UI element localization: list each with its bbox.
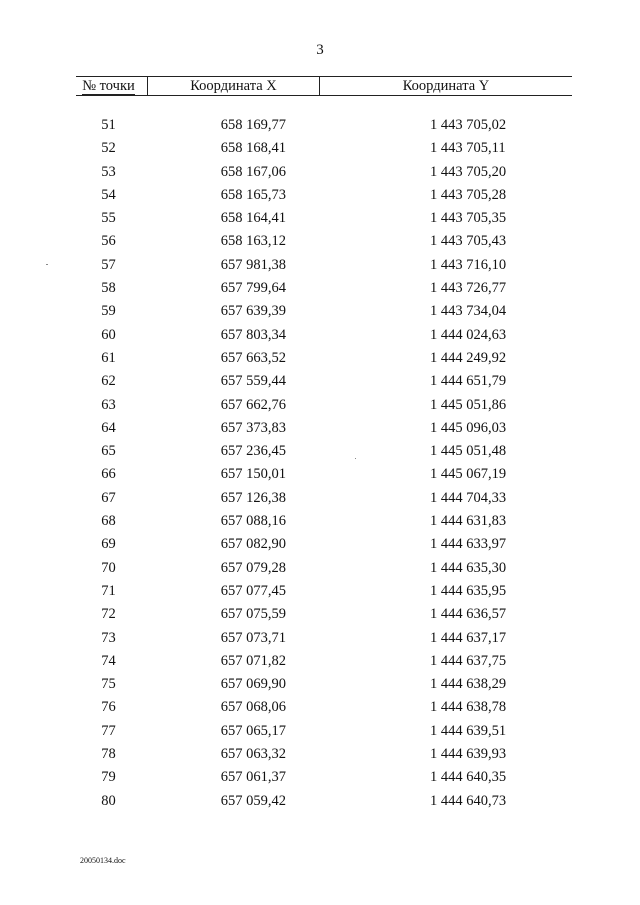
coordinate-y-cell: 1 444 633,97 xyxy=(430,536,507,553)
coordinate-y-cell: 1 444 640,73 xyxy=(430,792,507,809)
coordinate-x-cell: 657 069,90 xyxy=(220,676,286,693)
coordinate-y-cell: 1 445 067,19 xyxy=(430,466,507,483)
coordinate-x-cell: 657 150,01 xyxy=(220,466,286,483)
coordinate-x-cell: 657 639,39 xyxy=(220,303,286,320)
column-spacer xyxy=(286,696,430,719)
coordinate-x-cell: 657 059,42 xyxy=(220,792,286,809)
coordinate-x-cell: 657 088,16 xyxy=(220,513,286,530)
table-body xyxy=(76,114,572,813)
coordinate-y-cell: 1 443 705,02 xyxy=(430,117,507,133)
column-spacer xyxy=(286,184,430,207)
table-row xyxy=(76,300,572,323)
table-row xyxy=(76,743,572,766)
coordinate-x-cell: 657 071,82 xyxy=(220,652,286,669)
table-row xyxy=(76,603,572,626)
coordinate-y-cell: 1 444 024,63 xyxy=(430,326,507,343)
point-number-cell: 74 xyxy=(101,652,116,669)
column-spacer xyxy=(286,440,430,463)
coordinate-x-cell: 657 075,59 xyxy=(220,606,286,623)
coordinate-x-cell: 657 079,28 xyxy=(220,559,286,576)
coordinate-x-cell: 657 068,06 xyxy=(220,699,286,716)
coordinate-y-cell: 1 445 051,86 xyxy=(430,396,507,413)
table-row xyxy=(76,696,572,719)
coordinate-y-cell: 1 444 249,92 xyxy=(430,349,507,366)
column-spacer xyxy=(286,207,430,230)
coordinate-x-cell: 657 663,52 xyxy=(220,349,286,366)
point-number-cell: 80 xyxy=(101,792,116,809)
column-spacer xyxy=(286,766,430,789)
coordinate-x-cell: 657 803,34 xyxy=(220,326,286,343)
table-header xyxy=(76,76,572,96)
table-row xyxy=(76,254,572,277)
coordinate-x-cell: 657 559,44 xyxy=(220,373,286,390)
header-coordinate-y: Координата Y xyxy=(402,78,490,94)
column-spacer xyxy=(286,114,430,137)
column-spacer xyxy=(286,673,430,696)
point-number-cell: 69 xyxy=(101,536,116,553)
column-spacer xyxy=(286,230,430,253)
point-number-cell: 78 xyxy=(101,746,116,763)
column-spacer xyxy=(286,533,430,556)
column-spacer xyxy=(286,370,430,393)
coordinate-x-cell: 657 065,17 xyxy=(220,722,286,739)
column-spacer xyxy=(286,603,430,626)
point-number-cell: 55 xyxy=(101,210,116,227)
point-number-cell: 64 xyxy=(101,419,116,436)
table-row xyxy=(76,533,572,556)
point-number-cell: 60 xyxy=(101,326,116,343)
coordinate-x-cell: 657 063,32 xyxy=(220,746,286,763)
table-row xyxy=(76,230,572,253)
coordinate-y-cell: 1 443 705,11 xyxy=(430,140,506,157)
table-row xyxy=(76,790,572,813)
column-spacer xyxy=(286,627,430,650)
coordinate-y-cell: 1 444 704,33 xyxy=(430,489,507,506)
page-number: 3 xyxy=(316,42,324,58)
coordinate-y-cell: 1 444 639,93 xyxy=(430,746,507,763)
table-row xyxy=(76,324,572,347)
table-row xyxy=(76,650,572,673)
table-row xyxy=(76,557,572,580)
point-number-cell: 59 xyxy=(101,303,116,320)
point-number-cell: 67 xyxy=(101,489,116,506)
point-number-cell: 71 xyxy=(101,582,116,599)
header-coordinate-x: Координата X xyxy=(147,77,320,95)
column-spacer xyxy=(286,300,430,323)
coordinate-y-cell: 1 445 096,03 xyxy=(430,419,507,436)
table-row xyxy=(76,580,572,603)
table-row xyxy=(76,766,572,789)
coordinate-y-cell: 1 444 635,30 xyxy=(430,559,507,576)
coordinate-y-cell: 1 444 637,75 xyxy=(430,652,507,669)
table-row xyxy=(76,114,572,137)
point-number-cell: 54 xyxy=(101,186,116,203)
coordinate-y-cell: 1 444 640,35 xyxy=(430,769,507,786)
column-spacer xyxy=(286,510,430,533)
point-number-cell: 58 xyxy=(101,280,116,297)
table-row xyxy=(76,207,572,230)
coordinate-x-cell: 657 082,90 xyxy=(220,536,286,553)
header-point-number-label: № точки xyxy=(82,78,135,94)
coordinate-x-cell: 658 169,77 xyxy=(220,117,286,133)
coordinate-y-cell: 1 444 638,78 xyxy=(430,699,507,716)
table-row xyxy=(76,440,572,463)
column-spacer xyxy=(286,324,430,347)
table-row xyxy=(76,161,572,184)
coordinate-y-cell: 1 445 051,48 xyxy=(430,443,507,460)
table-row xyxy=(76,510,572,533)
coordinate-x-cell: 657 662,76 xyxy=(220,396,286,413)
column-spacer xyxy=(286,161,430,184)
coordinate-y-cell: 1 443 705,20 xyxy=(430,163,507,180)
column-spacer xyxy=(286,557,430,580)
point-number-cell: 68 xyxy=(101,513,116,530)
point-number-cell: 53 xyxy=(101,163,116,180)
table-row xyxy=(76,417,572,440)
column-spacer xyxy=(286,137,430,160)
coordinates-table xyxy=(76,76,572,809)
coordinate-x-cell: 657 981,38 xyxy=(220,256,286,273)
column-spacer xyxy=(286,743,430,766)
coordinate-x-cell: 657 236,45 xyxy=(220,443,286,460)
point-number-cell: 56 xyxy=(101,233,116,250)
table-row xyxy=(76,277,572,300)
table-row xyxy=(76,394,572,417)
point-number-cell: 65 xyxy=(101,443,116,460)
coordinate-x-cell: 657 799,64 xyxy=(220,280,286,297)
point-number-cell: 77 xyxy=(101,722,116,739)
footer-filename: 20050134.doc xyxy=(80,856,126,865)
column-spacer xyxy=(286,463,430,486)
point-number-cell: 63 xyxy=(101,396,116,413)
scan-speck xyxy=(355,458,356,459)
coordinate-y-cell: 1 443 734,04 xyxy=(430,303,507,320)
table-row xyxy=(76,184,572,207)
point-number-cell: 51 xyxy=(101,117,116,133)
point-number-cell: 62 xyxy=(101,373,116,390)
column-spacer xyxy=(286,650,430,673)
point-number-cell: 70 xyxy=(101,559,116,576)
point-number-cell: 66 xyxy=(101,466,116,483)
coordinate-y-cell: 1 444 638,29 xyxy=(430,676,507,693)
coordinate-y-cell: 1 444 631,83 xyxy=(430,513,507,530)
table-row xyxy=(76,347,572,370)
point-number-cell: 79 xyxy=(101,769,116,786)
table-row xyxy=(76,720,572,743)
point-number-cell: 57 xyxy=(101,256,116,273)
coordinate-x-cell: 657 373,83 xyxy=(220,419,286,436)
coordinate-y-cell: 1 444 635,95 xyxy=(430,582,507,599)
column-spacer xyxy=(286,417,430,440)
point-number-cell: 52 xyxy=(101,140,116,157)
coordinate-y-cell: 1 443 705,43 xyxy=(430,233,507,250)
coordinate-y-cell: 1 444 651,79 xyxy=(430,373,507,390)
table-row xyxy=(76,627,572,650)
table-row xyxy=(76,137,572,160)
point-number-cell: 72 xyxy=(101,606,116,623)
column-spacer xyxy=(286,347,430,370)
table-row xyxy=(76,673,572,696)
coordinate-x-cell: 658 164,41 xyxy=(220,210,286,227)
coordinate-y-cell: 1 444 637,17 xyxy=(430,629,507,646)
coordinate-y-cell: 1 443 716,10 xyxy=(430,256,507,273)
coordinate-y-cell: 1 443 705,35 xyxy=(430,210,507,227)
column-spacer xyxy=(286,790,430,813)
column-spacer xyxy=(286,580,430,603)
scan-speck xyxy=(46,264,48,265)
table-row xyxy=(76,463,572,486)
header-point-number xyxy=(76,77,141,95)
coordinate-x-cell: 658 163,12 xyxy=(220,233,286,250)
coordinate-y-cell: 1 444 636,57 xyxy=(430,606,507,623)
coordinate-y-cell: 1 443 705,28 xyxy=(430,186,507,203)
coordinate-x-cell: 658 165,73 xyxy=(220,186,286,203)
column-spacer xyxy=(286,277,430,300)
point-number-cell: 75 xyxy=(101,676,116,693)
coordinate-x-cell: 657 126,38 xyxy=(220,489,286,506)
coordinate-x-cell: 657 077,45 xyxy=(220,582,286,599)
table-row xyxy=(76,370,572,393)
coordinate-y-cell: 1 444 639,51 xyxy=(430,722,507,739)
column-spacer xyxy=(286,254,430,277)
coordinate-x-cell: 658 167,06 xyxy=(220,163,286,180)
column-spacer xyxy=(286,487,430,510)
column-spacer xyxy=(286,720,430,743)
column-spacer xyxy=(286,394,430,417)
point-number-cell: 61 xyxy=(101,349,116,366)
point-number-cell: 76 xyxy=(101,699,116,716)
coordinate-x-cell: 657 061,37 xyxy=(220,769,286,786)
coordinate-y-cell: 1 443 726,77 xyxy=(430,280,507,297)
point-number-cell: 73 xyxy=(101,629,116,646)
coordinate-x-cell: 658 168,41 xyxy=(220,140,286,157)
table-row xyxy=(76,487,572,510)
coordinate-x-cell: 657 073,71 xyxy=(220,629,286,646)
